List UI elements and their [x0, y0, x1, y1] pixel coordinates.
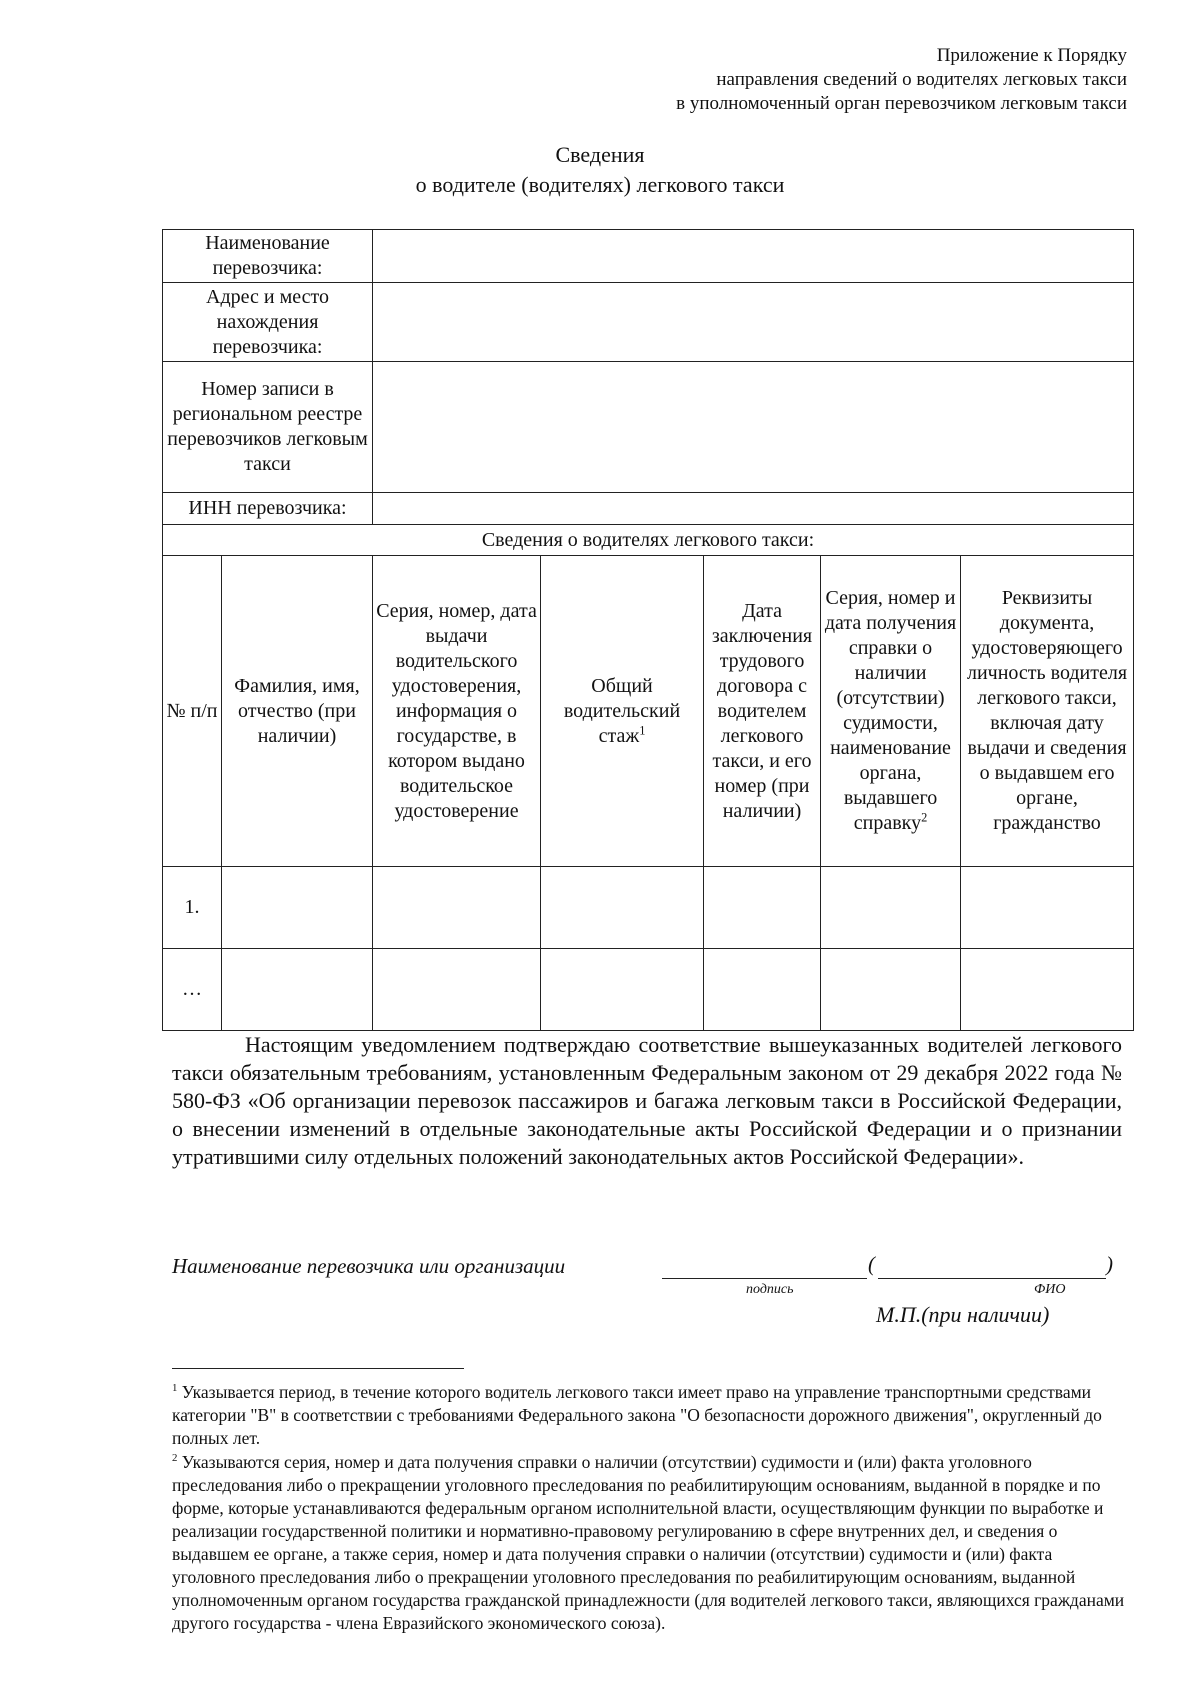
column-header-contract: Дата заключения трудового договора с водителем легкового такси, и его номер (при наличии) — [704, 556, 821, 867]
table-cell[interactable] — [821, 867, 961, 949]
footnote-divider — [172, 1368, 464, 1369]
carrier-inn-row — [163, 493, 1134, 525]
fio-paren-open: ( — [868, 1252, 875, 1276]
appendix-line: в уполномоченный орган перевозчиком легковым такси — [676, 93, 1127, 114]
carrier-address-row — [163, 283, 1134, 362]
registry-number-row — [163, 362, 1134, 493]
stamp-place-label: М.П.(при наличии) — [876, 1302, 1050, 1327]
drivers-header-row — [163, 556, 1134, 867]
carrier-name-field[interactable] — [373, 230, 1134, 283]
fio-paren-close: ) — [1106, 1252, 1113, 1276]
table-cell[interactable] — [961, 867, 1134, 949]
carrier-inn-field[interactable] — [373, 493, 1134, 525]
confirmation-statement: Настоящим уведомлением подтверждаю соответствие вышеуказанных водителей легкового такси обязательным требованиям, установленным Федеральным законом от 29 декабря 2022 года № 580-ФЗ «Об организации перевозок пассажиров и багажа легковым такси в Российской Федерации, о внесении изменений в отдельные законодательные акты Российской Федерации и о признании утратившими силу отдельных положений законодательных актов Российской Федерации». — [172, 1032, 1122, 1169]
signature-caption: подпись — [746, 1282, 794, 1297]
carrier-address-field[interactable] — [373, 283, 1134, 362]
appendix-note — [676, 44, 1127, 116]
table-cell[interactable] — [961, 949, 1134, 1031]
carrier-name-label: Наименование перевозчика: — [163, 230, 373, 283]
signature-line[interactable] — [662, 1278, 867, 1279]
footnote-text: Указывается период, в течение которого водитель легкового такси имеет право на управление транспортными средствами категории "B" в соответствии с требованиями Федерального закона "О безопасности дорожного движения", округленный до полных лет. — [172, 1382, 1102, 1448]
organization-name-label: Наименование перевозчика или организации — [172, 1254, 566, 1278]
footnote-2 — [172, 1451, 1132, 1635]
column-header-license: Серия, номер, дата выдачи водительского удостоверения, информация о государстве, в котором выдано водительское удостоверение — [373, 556, 541, 867]
table-cell[interactable] — [821, 949, 961, 1031]
carrier-inn-label: ИНН перевозчика: — [163, 493, 373, 525]
table-cell[interactable] — [704, 867, 821, 949]
table-cell[interactable] — [222, 867, 373, 949]
column-header-identity-document: Реквизиты документа, удостоверяющего личность водителя легкового такси, включая дату выдачи и сведения о выдавшем его органе, гражданство — [961, 556, 1134, 867]
registry-number-field[interactable] — [373, 362, 1134, 493]
carrier-address-label: Адрес и место нахождения перевозчика: — [163, 283, 373, 362]
table-cell[interactable] — [541, 949, 704, 1031]
fio-caption: ФИО — [1034, 1282, 1066, 1297]
appendix-line: Приложение к Порядку — [936, 45, 1127, 66]
footnote-text: Указываются серия, номер и дата получения справки о наличии (отсутствии) судимости и (или) факта уголовного преследования либо о прекращении уголовного преследования по реабилитирующим основаниям, выданной в порядке и по форме, которые устанавливаются федеральным органом исполнительной власти, осуществляющим функции по выработке и реализации государственной политики и нормативно-правовому регулированию в сфере внутренних дел, и сведения о выдавшем ее органе, а также серия, номер и дата получения справки о наличии (отсутствии) судимости и (или) факта уголовного преследования либо о прекращении уголовного преследования по реабилитирующим основаниям, выданной уполномоченным органом государства гражданской принадлежности (для водителей легкового такси, являющихся гражданами другого государства - члена Евразийского экономического союза). — [172, 1452, 1125, 1633]
drivers-section-title: Сведения о водителях легкового такси: — [163, 525, 1134, 556]
drivers-section-row — [163, 525, 1134, 556]
document-title — [0, 140, 1200, 200]
column-header-experience-text: Общий водительский стаж — [563, 674, 681, 747]
footnote-ref-1: 1 — [639, 722, 646, 737]
table-cell[interactable] — [373, 949, 541, 1031]
row-number: … — [163, 949, 222, 1031]
column-header-number: № п/п — [163, 556, 222, 867]
appendix-line: направления сведений о водителях легковых такси — [716, 69, 1127, 90]
title-line: Сведения — [555, 142, 645, 167]
table-cell[interactable] — [704, 949, 821, 1031]
table-row — [163, 867, 1134, 949]
carrier-name-row — [163, 230, 1134, 283]
column-header-experience — [541, 556, 704, 867]
column-header-full-name: Фамилия, имя, отчество (при наличии) — [222, 556, 373, 867]
registry-number-label: Номер записи в региональном реестре перевозчиков легковым такси — [163, 362, 373, 493]
fio-line[interactable] — [878, 1278, 1106, 1279]
footnote-1 — [172, 1381, 1132, 1450]
table-cell[interactable] — [541, 867, 704, 949]
driver-info-table — [162, 229, 1134, 1031]
column-header-criminal-record — [821, 556, 961, 867]
row-number: 1. — [163, 867, 222, 949]
table-cell[interactable] — [222, 949, 373, 1031]
subtitle-line: о водителе (водителях) легкового такси — [415, 172, 785, 197]
column-header-criminal-record-text: Серия, номер и дата получения справки о наличии (отсутствии) судимости, наименование органа, выдавшего справку — [824, 587, 957, 834]
table-cell[interactable] — [373, 867, 541, 949]
footnote-mark: 2 — [172, 1452, 178, 1465]
footnote-ref-2: 2 — [921, 810, 928, 825]
table-row — [163, 949, 1134, 1031]
footnote-mark: 1 — [172, 1382, 178, 1395]
